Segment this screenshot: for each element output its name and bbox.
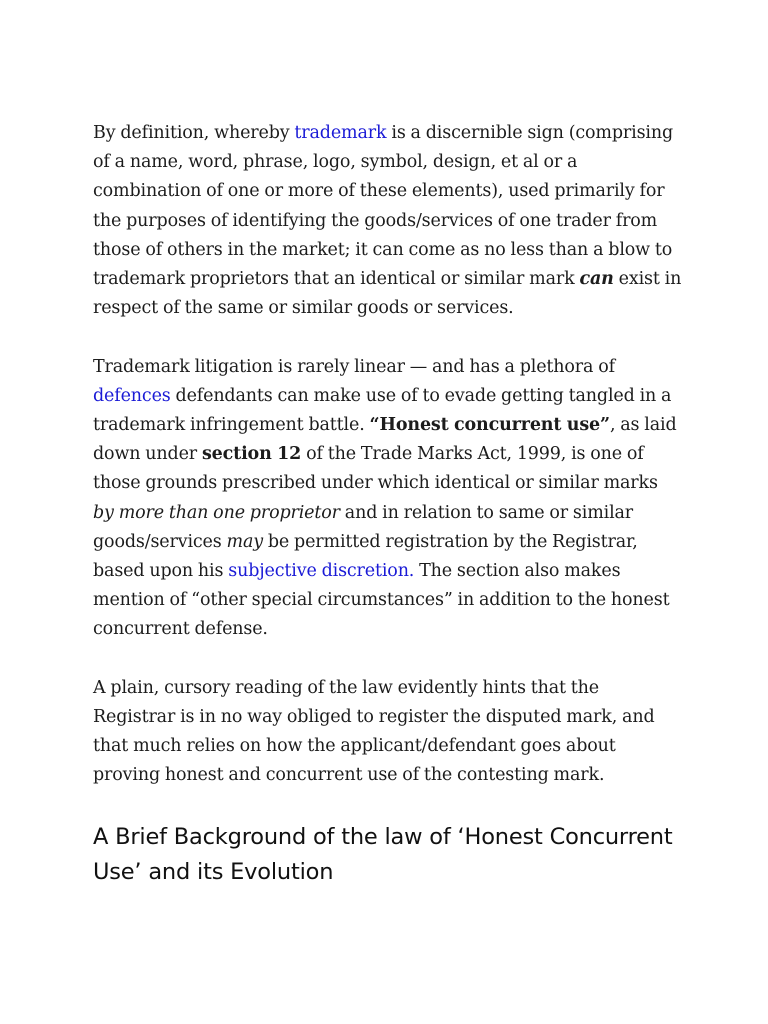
- paragraph-text: The section also makes mention of “other special circumstances” in addition to the honest concurrent defense.: [93, 561, 670, 640]
- paragraph-text: A plain, cursory reading of the law evidently hints that the Registrar is in no way obliged to register the disputed mark, and that much relies on how the applicant/defendant goes about proving honest and concurrent use of the contesting mark.: [93, 677, 655, 786]
- defences-link[interactable]: defences: [93, 385, 171, 406]
- emphasis-more-than-one-proprietor: by more than one proprietor: [93, 502, 340, 523]
- paragraph-text: of the Trade Marks Act, 1999, is one of those grounds prescribed under which identical or similar marks: [93, 444, 658, 494]
- paragraph-text: By definition, whereby: [93, 123, 295, 143]
- subjective-discretion-link[interactable]: subjective discretion.: [228, 561, 415, 582]
- paragraph-text: is a discernible sign (comprising of a name, word, phrase, logo, symbol, design, et al or a combination of one or more of these elements), used primarily for the purposes of identifying the goods/services of one trader from those of others in the market; it can come as no less than a blow to trademark proprietors that an identical or similar mark: [93, 123, 674, 290]
- paragraph-text: Trademark litigation is rarely linear — and has a plethora of: [93, 356, 615, 377]
- paragraph-text: defendants can make use of to evade getting tangled in a trademark infringement battle.: [93, 385, 672, 436]
- section-heading: A Brief Background of the law of ‘Honest Concurrent Use’ and its Evolution: [93, 823, 673, 885]
- emphasis-section-12: section 12: [201, 444, 302, 465]
- emphasis-may: may: [226, 531, 263, 552]
- emphasis-honest-concurrent-use: “Honest concurrent use”: [369, 415, 610, 436]
- emphasis-can: can: [579, 269, 614, 290]
- paragraph-text: and in relation to same or similar goods/services: [93, 502, 634, 552]
- paragraph-definition: [93, 119, 683, 323]
- paragraph-text: be permitted registration by the Registrar, based upon his: [93, 531, 638, 582]
- paragraph-litigation: [93, 353, 683, 645]
- paragraph-text: exist in respect of the same or similar goods or services.: [93, 269, 682, 319]
- paragraph-text: , as laid down under: [93, 415, 677, 465]
- paragraph-plain-reading: [93, 674, 683, 791]
- trademark-link[interactable]: trademark: [294, 123, 387, 143]
- article-body: [93, 119, 683, 890]
